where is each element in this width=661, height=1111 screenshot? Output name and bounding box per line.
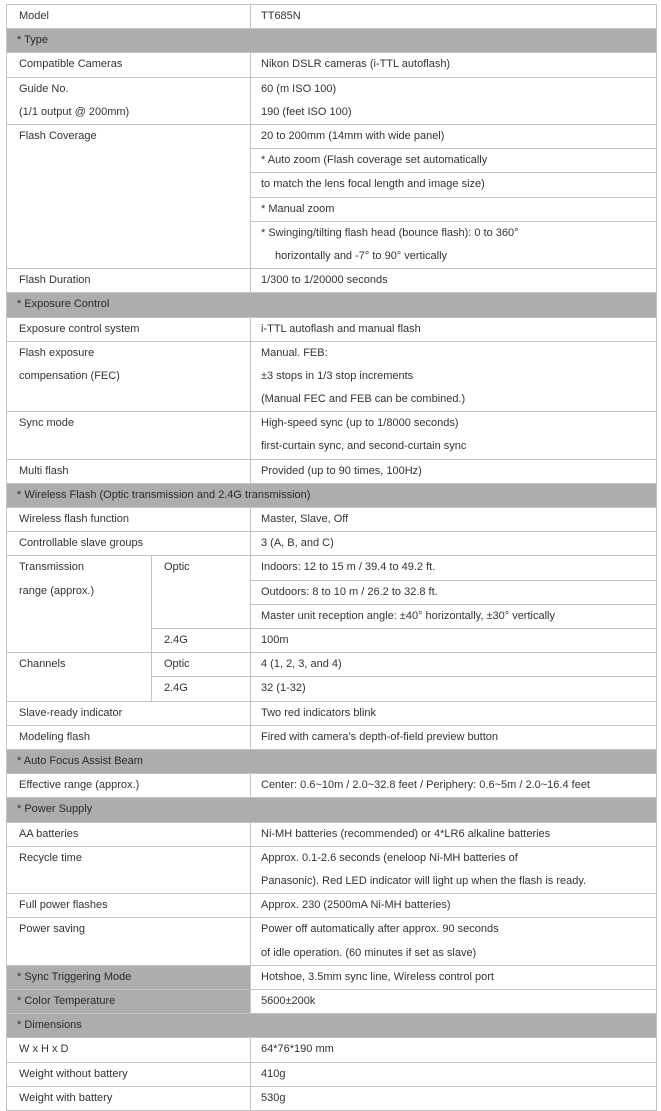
row-value: 64*76*190 mm bbox=[251, 1038, 657, 1062]
row-value-line: Manual. FEB: bbox=[261, 346, 328, 359]
row-label: Controllable slave groups bbox=[7, 532, 251, 556]
row-value: 100m bbox=[251, 629, 657, 653]
row-value: Ni-MH batteries (recommended) or 4*LR6 alkaline batteries bbox=[251, 822, 657, 846]
spec-row-model bbox=[7, 5, 657, 29]
row-label-line: Flash exposure bbox=[19, 346, 95, 359]
spec-row-recycle bbox=[7, 846, 657, 893]
section-header-type bbox=[7, 29, 657, 53]
row-value-line: first-curtain sync, and second-curtain sync bbox=[261, 440, 467, 453]
row-value: Nikon DSLR cameras (i-TTL autoflash) bbox=[251, 53, 657, 77]
row-label: Flash Duration bbox=[7, 269, 251, 293]
row-value-line: High-speed sync (up to 1/8000 seconds) bbox=[261, 417, 459, 430]
row-label-line: Guide No. bbox=[19, 82, 69, 95]
row-label: Multi flash bbox=[7, 459, 251, 483]
section-header-power bbox=[7, 798, 657, 822]
row-value: Hotshoe, 3.5mm sync line, Wireless control port bbox=[251, 965, 657, 989]
spec-row-color-temp bbox=[7, 990, 657, 1014]
row-label: Sync mode bbox=[7, 412, 251, 459]
row-label: Weight without battery bbox=[7, 1062, 251, 1086]
row-value: Provided (up to 90 times, 100Hz) bbox=[251, 459, 657, 483]
spec-row-fec bbox=[7, 341, 657, 412]
row-value: 530g bbox=[251, 1086, 657, 1110]
row-label-line: (1/1 output @ 200mm) bbox=[19, 105, 130, 118]
row-value: 1/300 to 1/20000 seconds bbox=[251, 269, 657, 293]
spec-row-range-optic bbox=[7, 556, 657, 629]
row-label: W x H x D bbox=[7, 1038, 251, 1062]
section-title: * Type bbox=[7, 29, 657, 53]
row-value: Master, Slave, Off bbox=[251, 508, 657, 532]
spec-row-af-range bbox=[7, 774, 657, 798]
row-value bbox=[251, 556, 657, 629]
section-title: * Auto Focus Assist Beam bbox=[7, 750, 657, 774]
spec-row-weight-with bbox=[7, 1086, 657, 1110]
row-label: Wireless flash function bbox=[7, 508, 251, 532]
row-value bbox=[251, 846, 657, 893]
section-title: * Power Supply bbox=[7, 798, 657, 822]
row-value: 5600±200k bbox=[251, 990, 657, 1014]
row-value-line: horizontally and -7° to 90° vertically bbox=[275, 249, 448, 262]
row-value: 32 (1-32) bbox=[251, 677, 657, 701]
row-value-line: Master unit reception angle: ±40° horizontally, ±30° vertically bbox=[261, 609, 555, 622]
row-value-line: Indoors: 12 to 15 m / 39.4 to 49.2 ft. bbox=[251, 556, 657, 580]
spec-row-sync-triggering bbox=[7, 965, 657, 989]
section-title: * Sync Triggering Mode bbox=[7, 965, 251, 989]
row-value bbox=[251, 124, 657, 268]
spec-row-exposure-system bbox=[7, 317, 657, 341]
section-title: * Exposure Control bbox=[7, 293, 657, 317]
spec-row-cameras bbox=[7, 53, 657, 77]
row-value-line: ±3 stops in 1/3 stop increments bbox=[261, 369, 414, 382]
row-label bbox=[7, 556, 152, 653]
spec-row-multi-flash bbox=[7, 459, 657, 483]
section-header-wireless bbox=[7, 483, 657, 507]
row-label: Modeling flash bbox=[7, 725, 251, 749]
spec-row-slave-indicator bbox=[7, 701, 657, 725]
spec-row-sync-mode bbox=[7, 412, 657, 459]
row-value: 3 (A, B, and C) bbox=[251, 532, 657, 556]
row-value: 4 (1, 2, 3, and 4) bbox=[251, 653, 657, 677]
row-label: Recycle time bbox=[7, 846, 251, 893]
spec-row-guide bbox=[7, 77, 657, 124]
section-header-exposure bbox=[7, 293, 657, 317]
row-value-line: to match the lens focal length and image size) bbox=[251, 173, 657, 197]
row-value-line: 20 to 200mm (14mm with wide panel) bbox=[251, 125, 657, 149]
spec-row-whd bbox=[7, 1038, 657, 1062]
row-value-line: * Auto zoom (Flash coverage set automatically bbox=[251, 149, 657, 173]
row-label: Compatible Cameras bbox=[7, 53, 251, 77]
spec-row-batteries bbox=[7, 822, 657, 846]
row-sublabel: Optic bbox=[152, 556, 251, 629]
row-value-line: of idle operation. (60 minutes if set as slave) bbox=[261, 946, 477, 959]
spec-table bbox=[6, 4, 657, 1111]
row-label: Weight with battery bbox=[7, 1086, 251, 1110]
spec-row-wireless-function bbox=[7, 508, 657, 532]
row-label: Channels bbox=[7, 653, 152, 701]
spec-row-channels-optic bbox=[7, 653, 657, 677]
row-label: AA batteries bbox=[7, 822, 251, 846]
row-value-line: Approx. 0.1-2.6 seconds (eneloop Ni-MH batteries of bbox=[261, 851, 518, 864]
spec-row-power-saving bbox=[7, 918, 657, 965]
row-label-line: Transmission bbox=[19, 561, 84, 574]
spec-row-modeling-flash bbox=[7, 725, 657, 749]
row-label: Flash Coverage bbox=[7, 124, 251, 268]
spec-row-slave-groups bbox=[7, 532, 657, 556]
section-title: * Dimensions bbox=[7, 1014, 657, 1038]
row-sublabel: Optic bbox=[152, 653, 251, 677]
row-label: Model bbox=[7, 5, 251, 29]
row-value-line: 190 (feet ISO 100) bbox=[261, 105, 352, 118]
row-label: Exposure control system bbox=[7, 317, 251, 341]
row-value: 410g bbox=[251, 1062, 657, 1086]
row-value: i-TTL autoflash and manual flash bbox=[251, 317, 657, 341]
row-value: Two red indicators blink bbox=[251, 701, 657, 725]
section-header-dimensions bbox=[7, 1014, 657, 1038]
spec-row-weight-without bbox=[7, 1062, 657, 1086]
row-value bbox=[251, 918, 657, 965]
row-value-line: Outdoors: 8 to 10 m / 26.2 to 32.8 ft. bbox=[251, 581, 657, 605]
row-value bbox=[251, 77, 657, 124]
row-value bbox=[251, 341, 657, 412]
section-header-af bbox=[7, 750, 657, 774]
row-value-line: Power off automatically after approx. 90 seconds bbox=[261, 923, 499, 936]
section-title: * Color Temperature bbox=[7, 990, 251, 1014]
spec-row-coverage bbox=[7, 124, 657, 268]
row-sublabel: 2.4G bbox=[152, 677, 251, 701]
row-label: Full power flashes bbox=[7, 894, 251, 918]
row-value: TT685N bbox=[251, 5, 657, 29]
row-value-line: (Manual FEC and FEB can be combined.) bbox=[261, 393, 466, 406]
row-value-line: Panasonic). Red LED indicator will light up when the flash is ready. bbox=[261, 875, 587, 888]
row-value: Center: 0.6~10m / 2.0~32.8 feet / Periphery: 0.6~5m / 2.0~16.4 feet bbox=[251, 774, 657, 798]
row-value: Approx. 230 (2500mA Ni-MH batteries) bbox=[251, 894, 657, 918]
row-label-line: compensation (FEC) bbox=[19, 369, 120, 382]
row-value-line: 60 (m ISO 100) bbox=[261, 82, 337, 95]
row-label: Effective range (approx.) bbox=[7, 774, 251, 798]
row-value bbox=[251, 412, 657, 459]
row-label: Power saving bbox=[7, 918, 251, 965]
row-label: Slave-ready indicator bbox=[7, 701, 251, 725]
spec-row-full-power bbox=[7, 894, 657, 918]
row-label bbox=[7, 77, 251, 124]
row-value-line: * Swinging/tilting flash head (bounce flash): 0 to 360° bbox=[261, 226, 519, 239]
row-label bbox=[7, 341, 251, 412]
row-value-line: * Manual zoom bbox=[251, 198, 657, 222]
spec-row-duration bbox=[7, 269, 657, 293]
row-label-line: range (approx.) bbox=[19, 584, 95, 597]
section-title: * Wireless Flash (Optic transmission and 2.4G transmission) bbox=[7, 483, 657, 507]
row-value: Fired with camera’s depth-of-field preview button bbox=[251, 725, 657, 749]
row-sublabel: 2.4G bbox=[152, 629, 251, 653]
